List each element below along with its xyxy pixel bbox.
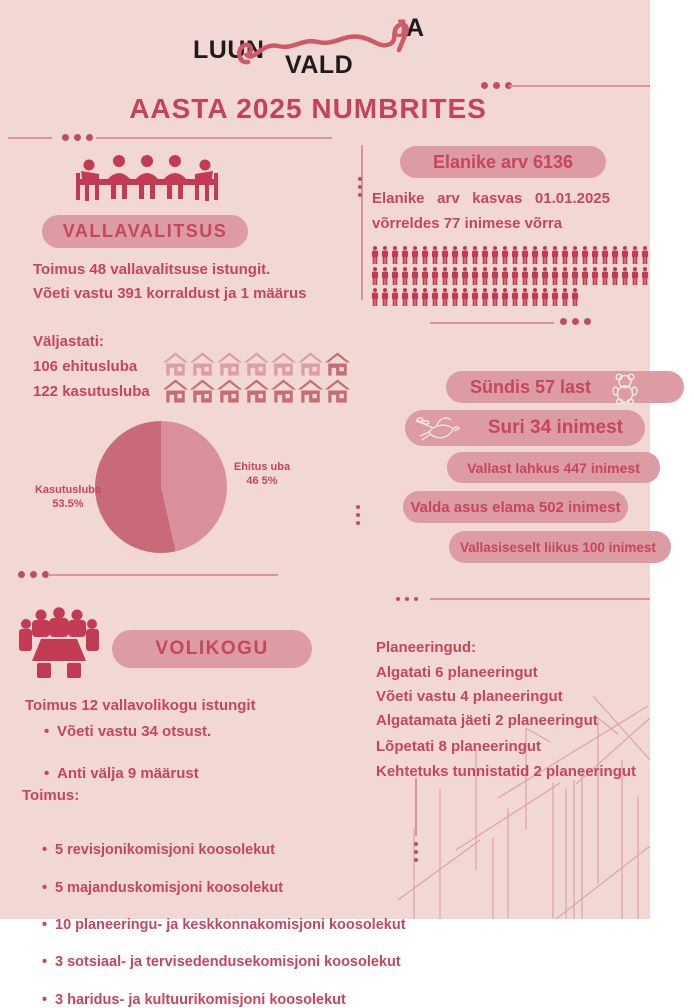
person-icon (411, 267, 419, 285)
person-icon (411, 288, 419, 306)
person-icon (571, 288, 579, 306)
pie-label-left (28, 483, 108, 511)
divider-dots (358, 177, 362, 197)
divider-line (8, 137, 52, 139)
page-title: AASTA 2025 NUMBRITES (129, 93, 487, 124)
person-icon (531, 288, 539, 306)
births-label: Sündis 57 last (470, 376, 592, 397)
person-icon (471, 246, 479, 264)
divider-line (509, 85, 650, 87)
houses-light-group (163, 352, 323, 376)
pie-label-left-name: Kasutusluba (34, 484, 101, 496)
divider-dots (396, 597, 418, 601)
person-icon (391, 288, 399, 306)
permits-line1: 106 ehitusluba (33, 358, 138, 375)
person-icon (491, 267, 499, 285)
deaths-badge (405, 410, 645, 446)
permits-heading: Väljastati: (33, 333, 104, 350)
pie-label-right (222, 460, 302, 488)
permits-line2: 122 kasutusluba (33, 383, 150, 400)
committee-item-2: • 5 majanduskomisjoni koosolekut (42, 880, 692, 896)
person-icon (401, 288, 409, 306)
houses-row-2 (163, 379, 350, 403)
planning-line-4: Lõpetati 8 planeeringut (376, 738, 542, 755)
house-icon (244, 352, 269, 376)
person-icon (491, 246, 499, 264)
population-pictogram-row (371, 288, 579, 306)
house-icon (325, 352, 350, 376)
person-icon (371, 246, 379, 264)
person-icon (431, 288, 439, 306)
person-icon (441, 246, 449, 264)
person-icon (451, 267, 459, 285)
moved-in-badge (403, 491, 628, 523)
person-icon (541, 288, 549, 306)
person-icon (521, 288, 529, 306)
person-icon (541, 267, 549, 285)
council-meeting-icon (18, 606, 100, 680)
person-icon (421, 246, 429, 264)
person-icon (511, 267, 519, 285)
person-icon (431, 267, 439, 285)
volikogu-bullet-2: • Anti välja 9 määrust (44, 765, 694, 782)
births-badge (446, 371, 684, 403)
cabinet-meeting-icon (73, 152, 221, 214)
person-icon (631, 246, 639, 264)
committee-item-4: • 3 sotsiaal- ja tervisedendusekomisjoni koosolekut (42, 954, 692, 970)
committee-item-3: • 10 planeeringu- ja keskkonnakomisjoni koosolekut (42, 917, 692, 933)
person-icon (441, 288, 449, 306)
person-icon (641, 246, 649, 264)
person-icon (521, 267, 529, 285)
logo-word-vald: VALD (285, 51, 354, 79)
volikogu-bullet-1: • Võeti vastu 34 otsust. (44, 723, 694, 740)
river-squiggle-icon (232, 12, 412, 72)
person-icon (461, 288, 469, 306)
divider-line (430, 598, 650, 600)
person-icon (561, 267, 569, 285)
person-icon (521, 246, 529, 264)
house-icon (217, 379, 242, 403)
moved-out-badge (447, 452, 660, 483)
planning-line-3: Algatamata jäeti 2 planeeringut (376, 712, 598, 729)
house-icon (271, 379, 296, 403)
person-icon (401, 246, 409, 264)
planning-line-5: Kehtetuks tunnistatid 2 planeeringut (376, 763, 637, 780)
person-icon (471, 267, 479, 285)
person-icon (461, 246, 469, 264)
logo-letter-j: J (393, 15, 408, 43)
population-line1: Elanike arv kasvas 01.01.2025 (372, 190, 610, 207)
pie-label-left-value: 53.5% (52, 498, 84, 510)
house-icon (163, 352, 188, 376)
person-icon (621, 267, 629, 285)
person-icon (551, 246, 559, 264)
house-icon (298, 379, 323, 403)
divider-dots (481, 82, 512, 89)
population-pictogram-row (371, 246, 649, 264)
person-icon (641, 267, 649, 285)
logo-letter-a: A (406, 14, 425, 42)
person-icon (481, 288, 489, 306)
planning-line-2: Võeti vastu 4 planeeringut (376, 688, 563, 705)
person-icon (621, 246, 629, 264)
vallavalitsus-badge: VALLAVALITSUS (42, 215, 248, 248)
volikogu-line1: Toimus 12 vallavolikogu istungit (25, 697, 256, 714)
person-icon (531, 267, 539, 285)
person-icon (591, 246, 599, 264)
divider-dots (356, 505, 360, 525)
person-icon (461, 267, 469, 285)
person-icon (581, 246, 589, 264)
person-icon (371, 267, 379, 285)
person-icon (411, 246, 419, 264)
divider-line (96, 137, 332, 139)
person-icon (511, 246, 519, 264)
person-icon (481, 246, 489, 264)
person-icon (451, 246, 459, 264)
committees-heading: Toimus: (22, 787, 80, 804)
house-icon (298, 352, 323, 376)
person-icon (571, 246, 579, 264)
house-icon (325, 379, 350, 403)
divider-line (430, 322, 554, 324)
pie-label-right-name: Ehitus uba (233, 461, 291, 473)
vallavalitsus-line1: Toimus 48 vallavalitsuse istungit. (33, 261, 271, 278)
divider-dots (18, 571, 49, 578)
person-icon (381, 288, 389, 306)
moved-within-label: Vallasiseselt liikus 100 inimest (460, 539, 656, 555)
pie-label-right-value: 46 5% (246, 475, 278, 487)
divider-line (48, 574, 278, 576)
person-icon (601, 267, 609, 285)
person-icon (381, 246, 389, 264)
person-icon (451, 288, 459, 306)
person-icon (611, 267, 619, 285)
person-icon (391, 267, 399, 285)
person-icon (391, 246, 399, 264)
person-icon (471, 288, 479, 306)
moved-in-label: Valda asus elama 502 inimest (410, 498, 621, 516)
deaths-label: Suri 34 inimest (487, 417, 623, 438)
person-icon (601, 246, 609, 264)
house-icon (190, 379, 215, 403)
house-icon (271, 352, 296, 376)
divider-dots (62, 134, 93, 141)
houses-dark-group (325, 352, 350, 376)
person-icon (401, 267, 409, 285)
population-pictogram-row (371, 267, 649, 285)
logo-word-luun: LUUN (193, 36, 265, 64)
moved-within-badge (449, 531, 671, 563)
dove-icon (413, 412, 461, 445)
committee-item-5: • 3 haridus- ja kultuurikomisjoni koosolekut (42, 992, 692, 1008)
person-icon (501, 267, 509, 285)
house-icon (190, 352, 215, 376)
person-icon (491, 288, 499, 306)
house-icon (217, 352, 242, 376)
person-icon (531, 246, 539, 264)
person-icon (421, 267, 429, 285)
divider-line (361, 145, 363, 300)
person-icon (431, 246, 439, 264)
divider-dots (560, 318, 591, 325)
moved-out-label: Vallast lahkus 447 inimest (467, 459, 640, 476)
teddy-bear-icon (610, 372, 640, 404)
house-icon (163, 379, 188, 403)
person-icon (381, 267, 389, 285)
planning-line-1: Algatati 6 planeeringut (376, 664, 538, 681)
population-line2: võrreldes 77 inimese võrra (372, 215, 563, 232)
houses-row-1 (163, 352, 350, 376)
person-icon (551, 267, 559, 285)
person-icon (481, 267, 489, 285)
person-icon (611, 246, 619, 264)
person-icon (561, 246, 569, 264)
population-badge: Elanike arv 6136 (400, 146, 606, 178)
person-icon (501, 246, 509, 264)
person-icon (561, 288, 569, 306)
person-icon (551, 288, 559, 306)
person-icon (511, 288, 519, 306)
vallavalitsus-line2: Võeti vastu 391 korraldust ja 1 määrus (33, 285, 307, 302)
committee-item-1: • 5 revisjonikomisjoni koosolekut (42, 842, 692, 858)
person-icon (501, 288, 509, 306)
person-icon (421, 288, 429, 306)
person-icon (591, 267, 599, 285)
permits-pie-chart (95, 421, 227, 553)
person-icon (571, 267, 579, 285)
person-icon (371, 288, 379, 306)
person-icon (631, 267, 639, 285)
volikogu-badge: VOLIKOGU (112, 630, 312, 668)
person-icon (441, 267, 449, 285)
person-icon (541, 246, 549, 264)
person-icon (581, 267, 589, 285)
planning-heading: Planeeringud: (376, 639, 477, 656)
house-icon (244, 379, 269, 403)
